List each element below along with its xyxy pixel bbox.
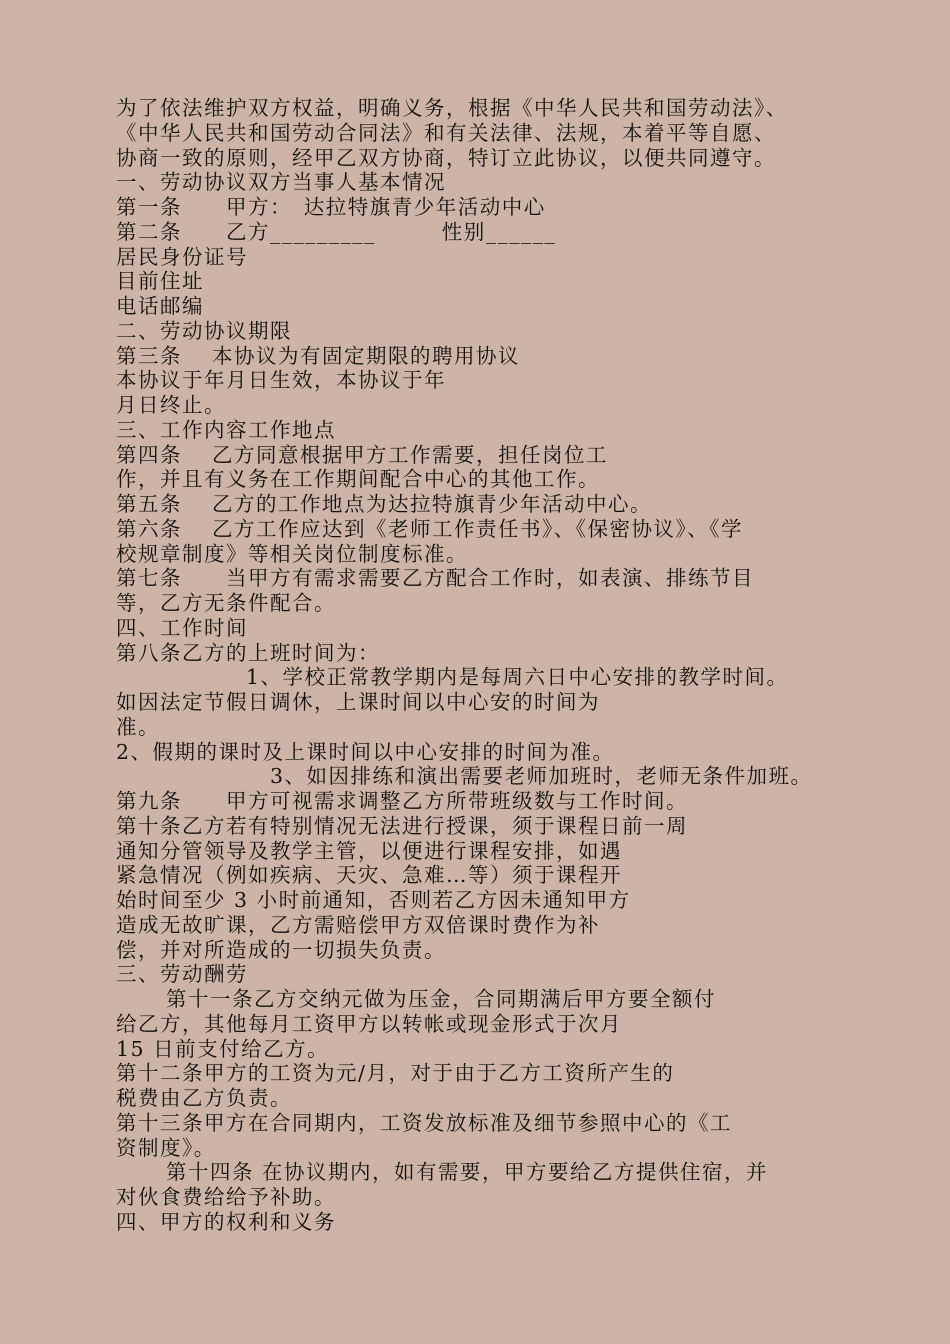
text-line: 给乙方，其他每月工资甲方以转帐或现金形式于次月 [116, 1011, 622, 1036]
text-line: 月日终止。 [116, 393, 226, 417]
text-line: 等，乙方无条件配合。 [116, 591, 336, 615]
text-line: 协商一致的原则，经甲乙双方协商，特订立此协议，以便共同遵守。 [116, 145, 776, 170]
text-line: 第五条 乙方的工作地点为达拉特旗青少年活动中心。 [116, 492, 653, 516]
text-line: 《中华人民共和国劳动合同法》和有关法律、法规，本着平等自愿、 [116, 120, 776, 145]
text-line: 电话邮编 [116, 294, 204, 318]
text-line: 造成无故旷课，乙方需赔偿甲方双倍课时费作为补 [116, 912, 600, 937]
text-line: 本协议于年月日生效，本协议于年 [116, 368, 446, 393]
text-line: 校规章制度》等相关岗位制度标准。 [116, 541, 468, 566]
text-line: 第十二条甲方的工资为元/月，对于由于乙方工资所产生的 [116, 1061, 675, 1086]
text-line: 第十条乙方若有特别情况无法进行授课，须于课程日前一周 [116, 813, 688, 838]
text-line: 第六条 乙方工作应达到《老师工作责任书》、《保密协议》、《学 [116, 516, 744, 541]
text-line: 目前住址 [116, 269, 204, 294]
text-line: 二、劳动协议期限 [116, 318, 292, 343]
text-line: 第七条 当甲方有需求需要乙方配合工作时，如表演、排练节目 [116, 566, 754, 591]
text-line: 四、工作时间 [116, 615, 248, 640]
text-line: 三、工作内容工作地点 [116, 417, 336, 442]
text-line: 第四条 乙方同意根据甲方工作需要，担任岗位工 [116, 442, 609, 467]
text-line: 为了依法维护双方权益，明确义务，根据《中华人民共和国劳动法》、 [116, 96, 788, 120]
text-line: 紧急情况（例如疾病、天灾、急难…等）须于课程开 [116, 863, 622, 888]
text-line: 通知分管领导及教学主管，以便进行课程安排，如遇 [116, 838, 622, 863]
text-line: 2、假期的课时及上课时间以中心安排的时间为准。 [116, 739, 615, 764]
text-line: 资制度》。 [116, 1135, 216, 1160]
text-line: 3、如因排练和演出需要老师加班时，老师无条件加班。 [270, 764, 813, 789]
text-line: 第八条乙方的上班时间为： [116, 640, 380, 665]
text-line: 第九条 甲方可视需求调整乙方所带班级数与工作时间。 [116, 789, 688, 813]
text-line: 第三条 本协议为有固定期限的聘用协议 [116, 343, 521, 368]
text-line: 15 日前支付给乙方。 [116, 1036, 330, 1061]
text-line: 一、劳动协议双方当事人基本情况 [116, 170, 446, 195]
text-line: 居民身份证号 [116, 244, 248, 269]
text-line: 始时间至少 3 小时前通知，否则若乙方因未通知甲方 [116, 888, 631, 912]
text-line: 税费由乙方负责。 [116, 1086, 292, 1110]
text-line: 对伙食费给给予补助。 [116, 1185, 336, 1209]
text-line: 偿，并对所造成的一切损失负责。 [116, 937, 446, 962]
text-line: 第一条 甲方： 达拉特旗青少年活动中心 [116, 195, 546, 219]
text-line: 1、学校正常教学期内是每周六日中心安排的教学时间。 [246, 665, 789, 690]
text-line: 第十三条甲方在合同期内，工资发放标准及细节参照中心的《工 [116, 1110, 732, 1135]
text-line: 第二条 乙方_________ 性别______ [116, 219, 557, 244]
text-line: 四、甲方的权利和义务 [116, 1209, 336, 1234]
text-line: 准。 [116, 714, 160, 739]
text-line: 第十四条 在协议期内，如有需要，甲方要给乙方提供住宿，并 [166, 1160, 769, 1185]
text-line: 第十一条乙方交纳元做为压金，合同期满后甲方要全额付 [166, 987, 716, 1011]
text-line: 三、劳动酬劳 [116, 962, 248, 987]
text-line: 如因法定节假日调休，上课时间以中心安的时间为 [116, 690, 600, 714]
text-line: 作，并且有义务在工作期间配合中心的其他工作。 [116, 467, 600, 492]
